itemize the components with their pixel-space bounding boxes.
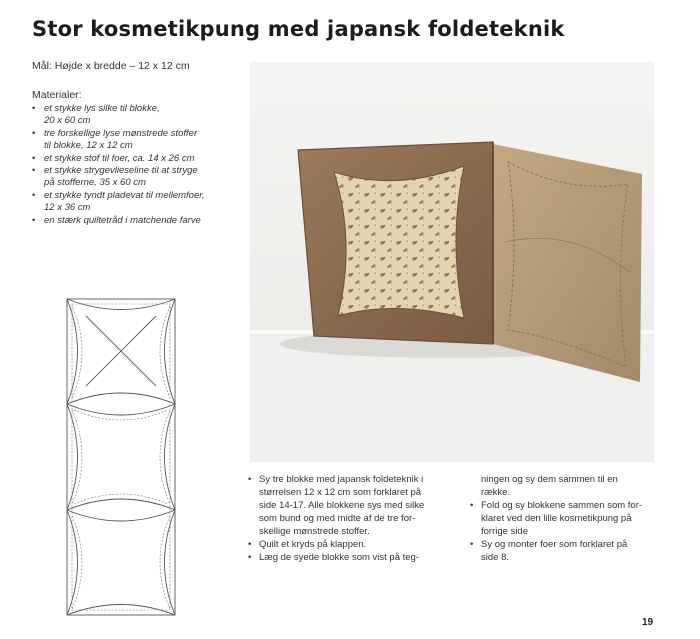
list-item-text: størrelsen 12 x 12 cm som forklaret på — [259, 487, 422, 498]
list-item — [470, 538, 660, 564]
materials-heading: Materialer: — [32, 89, 82, 101]
pattern-curve — [67, 510, 175, 521]
list-item — [470, 499, 660, 538]
list-item — [248, 473, 448, 538]
pattern-diagram — [66, 298, 176, 616]
list-item — [470, 473, 660, 499]
list-item-text: Quilt et kryds på klappen. — [259, 539, 367, 550]
bullet-icon: • — [248, 552, 252, 563]
list-item-text: Sy tre blokke med japansk foldeteknik i — [259, 474, 424, 485]
list-item-text: som bund og med midte af de tre for- — [259, 513, 416, 524]
list-item — [248, 538, 448, 551]
measurement-line: Mål: Højde x bredde – 12 x 12 cm — [32, 60, 190, 72]
list-item-text: 20 x 60 cm — [44, 115, 91, 127]
bullet-icon: • — [248, 539, 252, 550]
list-item-text: tre forskellige lyse mønstrede stoffer — [44, 127, 198, 139]
page-number: 19 — [642, 617, 654, 628]
bullet-icon: • — [32, 165, 36, 177]
list-item-text: ningen og sy dem sammen til en — [481, 474, 618, 485]
list-item — [32, 128, 242, 153]
bullet-icon: • — [32, 152, 36, 164]
instructions-right — [470, 473, 660, 564]
bullet-icon: • — [32, 127, 36, 139]
list-item-text: et stykke stof til foer, ca. 14 x 26 cm — [44, 152, 195, 164]
list-item — [32, 103, 242, 128]
bullet-icon: • — [32, 103, 36, 114]
list-item-text: række. — [481, 487, 511, 498]
list-item-text: en stærk quiltetråd i matchende farve — [44, 214, 201, 226]
pouch-floral-center — [334, 166, 464, 318]
list-item-text: forrige side — [481, 526, 528, 537]
list-item — [32, 190, 242, 215]
pattern-outline — [67, 299, 175, 615]
list-item — [32, 165, 242, 190]
bullet-icon: • — [32, 189, 36, 201]
pouch-open-panel — [493, 144, 642, 382]
list-item-text: 12 x 36 cm — [44, 202, 91, 214]
instructions-left — [248, 473, 448, 564]
bullet-icon: • — [248, 474, 252, 485]
list-item-text: Sy og monter foer som forklaret på — [481, 539, 628, 550]
product-photo — [250, 62, 654, 462]
list-item-text: et stykke lys silke til blokke, — [44, 103, 160, 114]
list-item-text: på stofferne, 35 x 60 cm — [44, 177, 146, 189]
list-item-text: side 14-17. Alle blokkene sys med silke — [259, 500, 425, 511]
list-item — [248, 551, 448, 564]
bullet-icon: • — [470, 500, 474, 511]
page-title: Stor kosmetikpung med japansk foldeteknik — [32, 17, 565, 41]
list-item-text: side 8. — [481, 552, 509, 563]
pattern-curve — [67, 393, 175, 404]
list-item — [32, 153, 242, 165]
list-item-text: til blokke, 12 x 12 cm — [44, 140, 133, 152]
materials-list — [32, 103, 242, 227]
pattern-stitch-line — [72, 304, 170, 610]
list-item-text: Fold og sy blokkene sammen som for- — [481, 500, 643, 511]
list-item-text: skellige mønstrede stoffer. — [259, 526, 370, 537]
list-item-text: et stykke tyndt pladevat til mellemfoer, — [44, 189, 205, 201]
bullet-icon: • — [470, 539, 474, 550]
list-item-text: Læg de syede blokke som vist på teg- — [259, 552, 420, 563]
list-item-text: et stykke strygevlieseline til at stryge — [44, 165, 198, 177]
bullet-icon: • — [32, 214, 36, 226]
list-item — [32, 215, 242, 227]
list-item-text: klaret ved den lille kosmetikpung på — [481, 513, 632, 524]
